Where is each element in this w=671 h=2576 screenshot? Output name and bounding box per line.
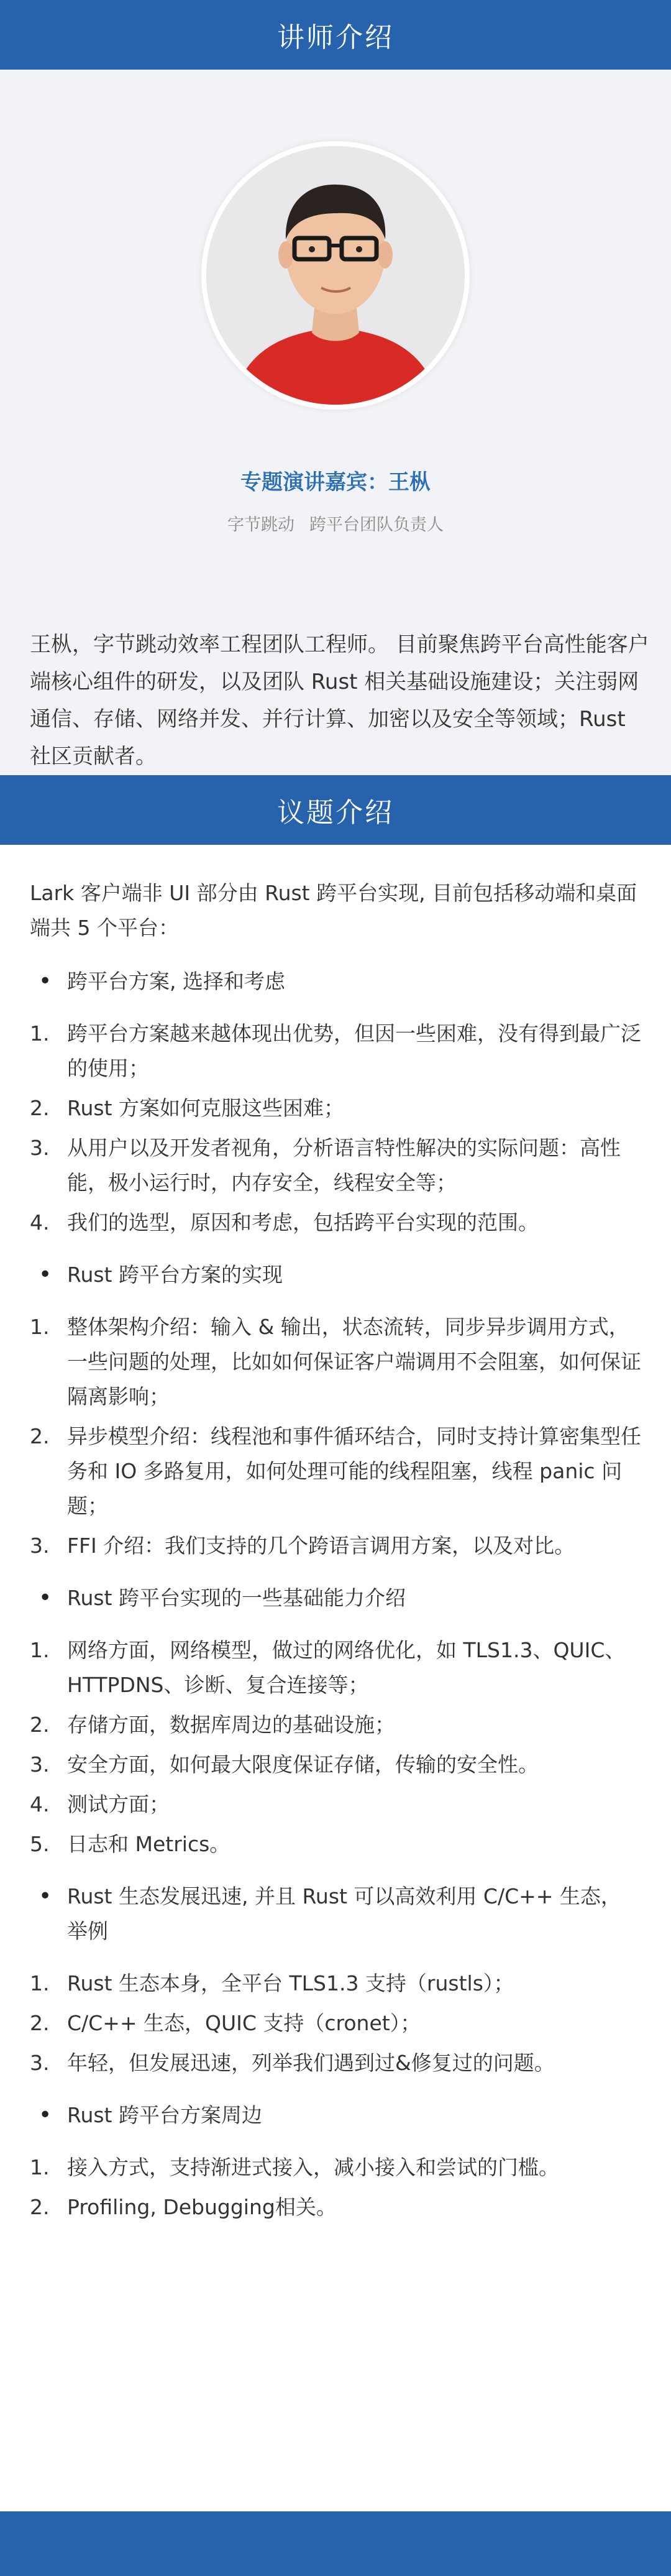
list-item-text: 整体架构介绍：输入 & 输出，状态流转，同步异步调用方式，一些问题的处理，比如如何保证客户端调用不会阻塞，如何保证隔离影响；	[67, 1315, 641, 1409]
list-item-text: 跨平台方案越来越体现出优势，但因一些困难，没有得到最广泛的使用；	[67, 1021, 641, 1080]
speaker-avatar	[206, 146, 465, 405]
speaker-role: 跨平台团队负责人	[309, 515, 444, 535]
bullet-dot-icon: •	[39, 968, 52, 994]
list-item	[30, 1633, 641, 1703]
list-item-number: 3.	[30, 2051, 50, 2075]
list-item	[30, 2150, 641, 2185]
speaker-avatar-frame	[201, 141, 470, 410]
list-item	[30, 1016, 641, 1086]
list-item-text: 我们的选型，原因和考虑，包括跨平台实现的范围。	[67, 1210, 539, 1235]
topic-banner-title: 议题介绍	[277, 797, 394, 829]
topic-item-list	[30, 1310, 641, 1563]
list-item-number: 4.	[30, 1792, 50, 1816]
speaker-affiliation	[0, 511, 671, 535]
list-item-number: 1.	[30, 1638, 50, 1662]
list-item-text: 异步模型介绍：线程池和事件循环结合，同时支持计算密集型任务和 IO 多路复用，如何处理可能的线程阻塞，线程 panic 问题；	[67, 1424, 641, 1518]
list-item-text: 日志和 Metrics。	[67, 1832, 231, 1856]
list-item-number: 2.	[30, 1424, 50, 1448]
bullet-dot-icon: •	[39, 1884, 52, 1909]
list-item-number: 1.	[30, 2155, 50, 2179]
topic-banner	[0, 775, 671, 845]
list-item-text: 存储方面，数据库周边的基础设施；	[67, 1713, 395, 1737]
list-item-number: 4.	[30, 1210, 50, 1235]
list-item	[30, 1827, 641, 1862]
speaker-photo	[206, 146, 465, 405]
speaker-bio: 王枞，字节跳动效率工程团队工程师。 目前聚焦跨平台高性能客户端核心组件的研发，以及团队 Rust 相关基础设施建设；关注弱网通信、存储、网络并发、并行计算、加密以及安全等领域；Rust 社区贡献者。	[30, 632, 649, 769]
topic-section	[0, 845, 671, 2225]
list-item	[30, 1205, 641, 1240]
list-item-text: 接入方式，支持渐进式接入，减小接入和尝试的门槛。	[67, 2155, 559, 2179]
list-item	[30, 2006, 641, 2041]
topic-item-list	[30, 1016, 641, 1240]
list-item-number: 2.	[30, 2195, 50, 2219]
list-item	[30, 2190, 641, 2225]
list-item-number: 2.	[30, 1096, 50, 1120]
list-item-text: C/C++ 生态，QUIC 支持（cronet）；	[67, 2011, 421, 2035]
list-item	[30, 2046, 641, 2081]
list-item	[30, 1131, 641, 1200]
topic-sections	[30, 964, 641, 2225]
topic-intro: Lark 客户端非 UI 部分由 Rust 跨平台实现, 目前包括移动端和桌面端共 5 个平台：	[30, 881, 637, 940]
topic-bullet	[30, 964, 641, 999]
list-item	[30, 1310, 641, 1414]
list-item-text: 测试方面；	[67, 1792, 170, 1816]
speaker-title-label: 专题演讲嘉宾：	[240, 470, 388, 495]
topic-item-list	[30, 2150, 641, 2225]
speaker-section	[0, 70, 671, 775]
topic-bullet-heading: Rust 生态发展迅速, 并且 Rust 可以高效利用 C/C++ 生态，举例	[67, 1884, 621, 1943]
topic-bullet	[30, 1258, 641, 1292]
list-item-text: 安全方面，如何最大限度保证存储，传输的安全性。	[67, 1752, 539, 1777]
list-item-text: Rust 方案如何克服这些困难；	[67, 1096, 344, 1120]
list-item-text: 年轻，但发展迅速，列举我们遇到过&修复过的问题。	[67, 2051, 555, 2075]
list-item-number: 1.	[30, 1315, 50, 1339]
list-item-number: 3.	[30, 1136, 50, 1160]
topic-bullet	[30, 1879, 641, 1949]
list-item	[30, 1787, 641, 1822]
topic-bullet	[30, 1581, 641, 1616]
bullet-dot-icon: •	[39, 2102, 52, 2128]
footer-bar	[0, 2511, 671, 2576]
list-item	[30, 1747, 641, 1782]
list-item-text: 网络方面，网络模型，做过的网络优化，如 TLS1.3、QUIC、HTTPDNS、诊断、复合连接等；	[67, 1638, 626, 1697]
list-item	[30, 1966, 641, 2001]
speaker-name: 王枞	[388, 470, 431, 495]
list-item-number: 2.	[30, 2011, 50, 2035]
topic-bullet-heading: Rust 跨平台方案周边	[67, 2103, 262, 2127]
speaker-company: 字节跳动	[227, 515, 294, 535]
list-item	[30, 1419, 641, 1524]
speaker-banner-title: 讲师介绍	[277, 22, 394, 53]
topic-item-list	[30, 1633, 641, 1862]
list-item-number: 1.	[30, 1021, 50, 1046]
list-item-text: FFI 介绍：我们支持的几个跨语言调用方案，以及对比。	[67, 1534, 575, 1558]
bullet-dot-icon: •	[39, 1262, 52, 1287]
list-item-number: 3.	[30, 1534, 50, 1558]
speaker-banner	[0, 0, 671, 70]
list-item-number: 1.	[30, 1971, 50, 1995]
list-item-text: 从用户以及开发者视角，分析语言特性解决的实际问题：高性能，极小运行时，内存安全，线程安全等；	[67, 1136, 621, 1195]
topic-bullet	[30, 2098, 641, 2133]
list-item-text: Profiling, Debugging相关。	[67, 2195, 337, 2219]
list-item	[30, 1708, 641, 1742]
bullet-dot-icon: •	[39, 1585, 52, 1611]
topic-bullet-heading: 跨平台方案, 选择和考虑	[67, 969, 285, 993]
list-item-number: 2.	[30, 1713, 50, 1737]
list-item-number: 5.	[30, 1832, 50, 1856]
list-item-text: Rust 生态本身，全平台 TLS1.3 支持（rustls）；	[67, 1971, 514, 1995]
list-item	[30, 1091, 641, 1126]
topic-bullet-heading: Rust 跨平台实现的一些基础能力介绍	[67, 1586, 406, 1610]
speaker-heading	[0, 465, 671, 495]
topic-bullet-heading: Rust 跨平台方案的实现	[67, 1263, 283, 1287]
list-item-number: 3.	[30, 1752, 50, 1777]
list-item	[30, 1529, 641, 1563]
topic-item-list	[30, 1966, 641, 2081]
